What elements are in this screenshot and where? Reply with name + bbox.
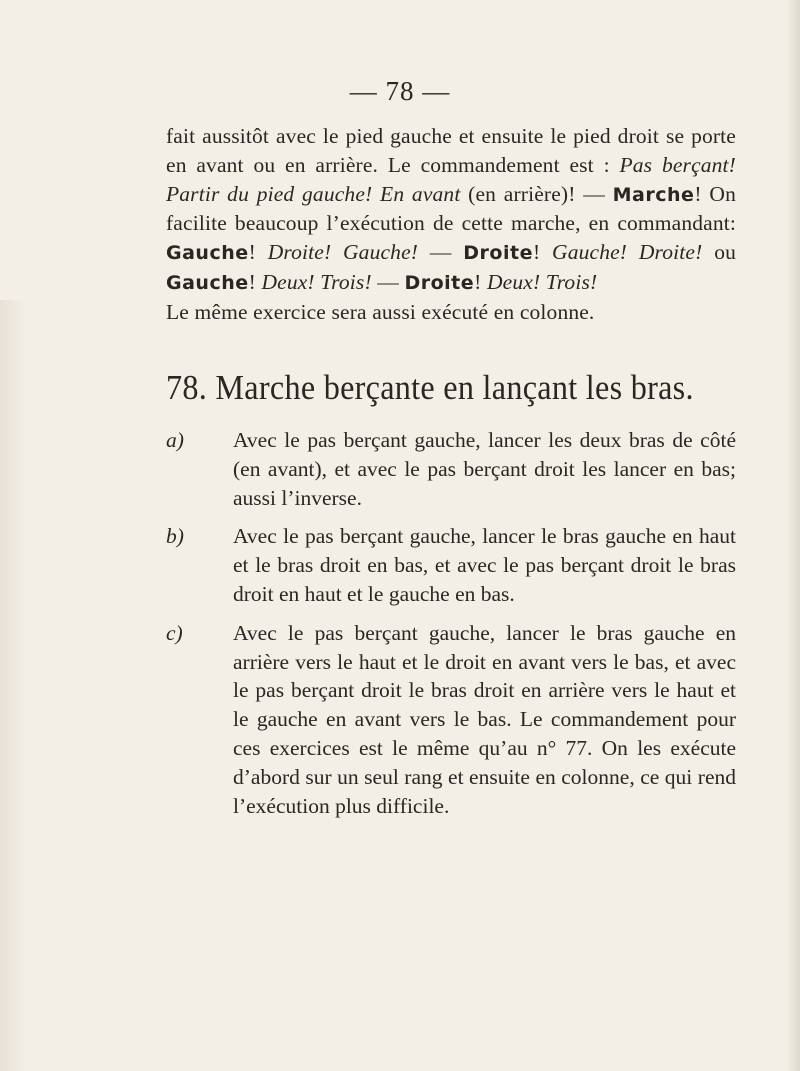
text-run: —: [418, 240, 464, 265]
text-run: !: [248, 240, 268, 265]
bold-command: Gauche: [166, 271, 249, 294]
text-run: ! On facilite beaucoup l’exécution de cette marche, en commandant:: [166, 181, 737, 236]
bold-command: Gauche: [166, 242, 249, 265]
exercise-list: [166, 426, 736, 830]
intro-paragraph: [166, 122, 736, 298]
italic-command: Deux! Trois!: [487, 269, 598, 294]
page-number: — 78 —: [349, 76, 451, 106]
text-run: —: [371, 269, 405, 294]
item-text: Avec le pas berçant gauche, lancer le bras gauche en haut et le bras droit en bas, et avec le pas berçant droit le bras droit en haut et le gauche en bas.: [233, 524, 736, 606]
bold-command: Droite: [463, 242, 533, 265]
italic-command: Pas berçant! Partir du pied gauche! En avant: [166, 152, 736, 206]
column-exercise-note: [166, 298, 736, 327]
bold-command: Droite: [404, 271, 475, 294]
text-run: fait aussitôt avec le pied gauche et ensuite le pied droit se porte en avant ou en arrière. Le commandement est :: [166, 124, 736, 177]
item-text: Avec le pas berçant gauche, lancer le bras gauche en arrière vers le haut et le droit en avant vers le bas, et avec le pas berçant droit le bras droit en arrière vers le haut et le gauche en avant vers le bas. Le commandement pour ces exercices est le même qu’au n° 77. On les exécute d’abord sur un seul rang et ensuite en colonne, ce qui rend l’exécution plus difficile.: [233, 620, 736, 818]
page-edge-shading: [786, 0, 800, 1071]
list-item: [166, 522, 736, 608]
text-run: !: [248, 269, 262, 294]
italic-command: Droite! Gauche!: [267, 240, 419, 265]
page-left-shading: [0, 300, 26, 1071]
text-run: ou: [702, 240, 736, 265]
bold-command: Marche: [612, 183, 695, 206]
item-text: Avec le pas berçant gauche, lancer les deux bras de côté (en avant), et avec le pas berçant droit les lancer en bas; aussi l’inverse.: [233, 428, 736, 510]
item-label: a): [166, 428, 184, 452]
italic-command: Deux! Trois!: [261, 269, 372, 294]
note-text: Le même exercice sera aussi exécuté en colonne.: [166, 299, 595, 324]
body-text: [166, 122, 736, 327]
section-heading: 78. Marche berçante en lançant les bras.: [166, 368, 694, 407]
list-item: [166, 426, 736, 512]
item-label: b): [166, 524, 184, 549]
item-label: c): [166, 620, 183, 645]
text-run: !: [532, 240, 553, 265]
italic-command: Gauche! Droite!: [552, 240, 703, 265]
text-run: !: [474, 269, 487, 294]
list-item: [166, 619, 736, 821]
text-run: (en arrière)! —: [460, 181, 613, 206]
